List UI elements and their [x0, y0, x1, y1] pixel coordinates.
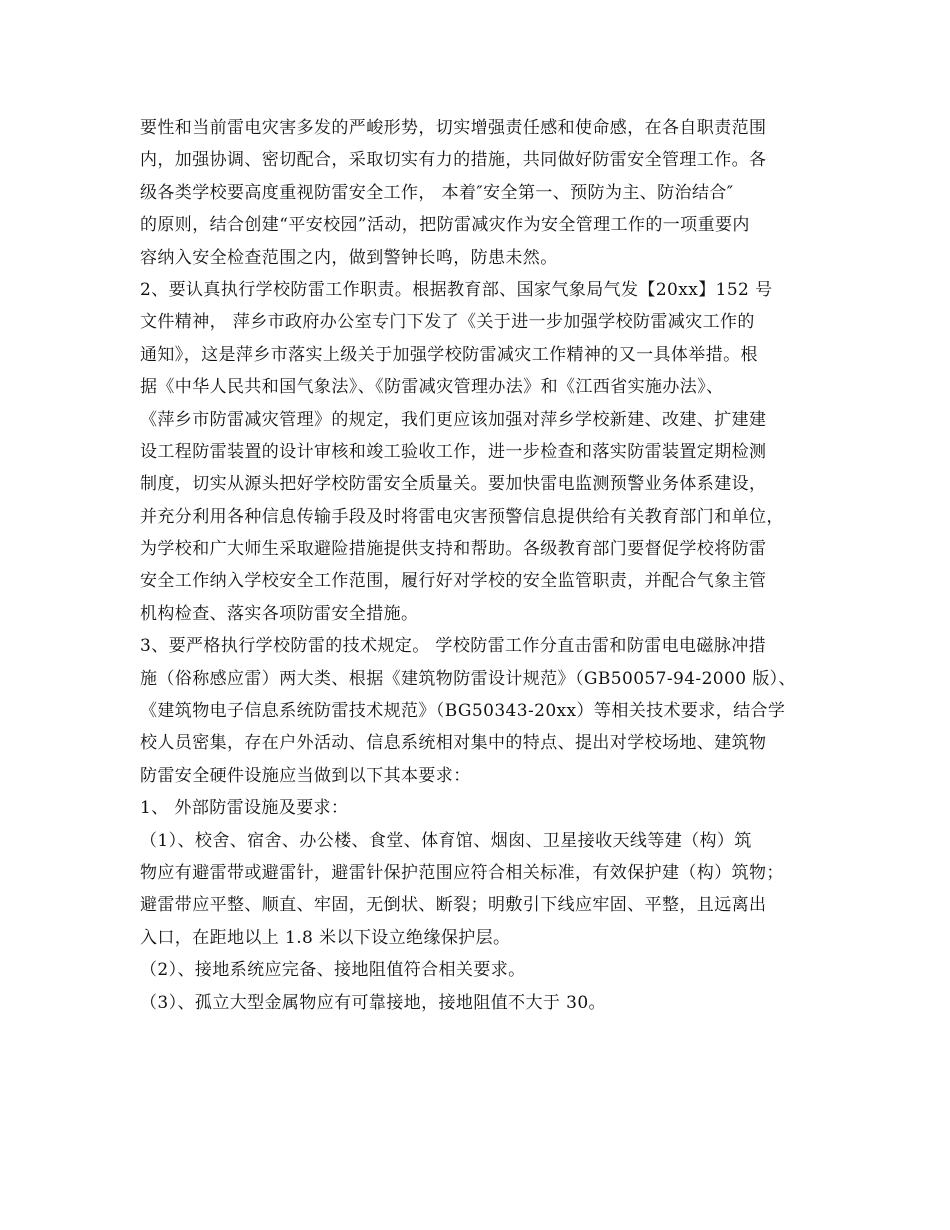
- text-line: （1）、校舍、宿舍、办公楼、食堂、体育馆、烟囱、卫星接收天线等建（构）筑: [140, 830, 752, 851]
- text-line: 文件精神， 萍乡市政府办公室专门下发了《关于进一步加强学校防雷减灾工作的: [140, 312, 755, 333]
- text-line: 施（俗称感应雷）两大类、根据《建筑物防雷设计规范》（GB50057-94-2000 版）、: [140, 668, 796, 689]
- text-line: 物应有避雷带或避雷针，避雷针保护范围应符合相关标准，有效保护建（构）筑物；: [140, 862, 784, 883]
- text-line: 避雷带应平整、顺直、牢固，无倒状、断裂；明敷引下线应牢固、平整，且远离出: [140, 895, 767, 916]
- text-line: 《萍乡市防雷减灾管理》的规定，我们更应该加强对萍乡学校新建、改建、扩建建: [140, 409, 767, 430]
- text-line: 3、要严格执行学校防雷的技术规定。 学校防雷工作分直击雷和防雷电电磁脉冲措: [140, 636, 767, 657]
- text-line: 2、要认真执行学校防雷工作职责。根据教育部、国家气象局气发【20xx】152 号: [140, 279, 773, 300]
- text-line: （3）、孤立大型金属物应有可靠接地，接地阻值不大于 30。: [140, 992, 606, 1013]
- text-line: 为学校和广大师生采取避险措施提供支持和帮助。各级教育部门要督促学校将防雷: [140, 539, 767, 560]
- text-line: 并充分利用各种信息传输手段及时将雷电灾害预警信息提供给有关教育部门和单位，: [140, 506, 784, 527]
- text-line: 通知》，这是萍乡市落实上级关于加强学校防雷减灾工作精神的又一具体举措。根: [140, 344, 758, 365]
- text-line: 制度，切实从源头把好学校防雷安全质量关。要加快雷电监测预警业务体系建设，: [140, 474, 767, 495]
- text-line: 防雷安全硬件设施应当做到以下其本要求：: [140, 765, 471, 786]
- text-line: 要性和当前雷电灾害多发的严峻形势，切实增强责任感和使命感，在各自职责范围: [140, 118, 767, 138]
- document-body: [140, 112, 830, 1019]
- text-line: 的原则，结合创建“平安校园”活动，把防雷减灾作为安全管理工作的一项重要内: [140, 215, 750, 236]
- text-line: （2）、接地系统应完备、接地阻值符合相关要求。: [140, 960, 526, 981]
- text-line: 1、 外部防雷设施及要求：: [140, 798, 349, 819]
- text-line: 据《中华人民共和国气象法》、《防雷减灾管理办法》和《江西省实施办法》、: [140, 377, 724, 398]
- text-line: 容纳入安全检查范围之内，做到警钟长鸣，防患未然。: [140, 247, 558, 268]
- text-line: 校人员密集，存在户外活动、信息系统相对集中的特点、提出对学校场地、建筑物: [140, 733, 767, 754]
- text-line: 《建筑物电子信息系统防雷技术规范》（BG50343-20xx）等相关技术要求，结合学: [140, 701, 786, 722]
- text-line: 设工程防雷装置的设计审核和竣工验收工作，进一步检查和落实防雷装置定期检测: [140, 441, 767, 462]
- text-line: 机构检查、落实各项防雷安全措施。: [140, 603, 419, 624]
- text-line: 内，加强协调、密切配合，采取切实有力的措施，共同做好防雷安全管理工作。各: [140, 150, 767, 171]
- text-line: 入口，在距地以上 1.8 米以下设立绝缘保护层。: [140, 927, 511, 948]
- text-line: 级各类学校要高度重视防雷安全工作， 本着″安全第一、预防为主、防治结合″: [140, 182, 734, 203]
- text-line: 安全工作纳入学校安全工作范围，履行好对学校的安全监管职责，并配合气象主管: [140, 571, 767, 592]
